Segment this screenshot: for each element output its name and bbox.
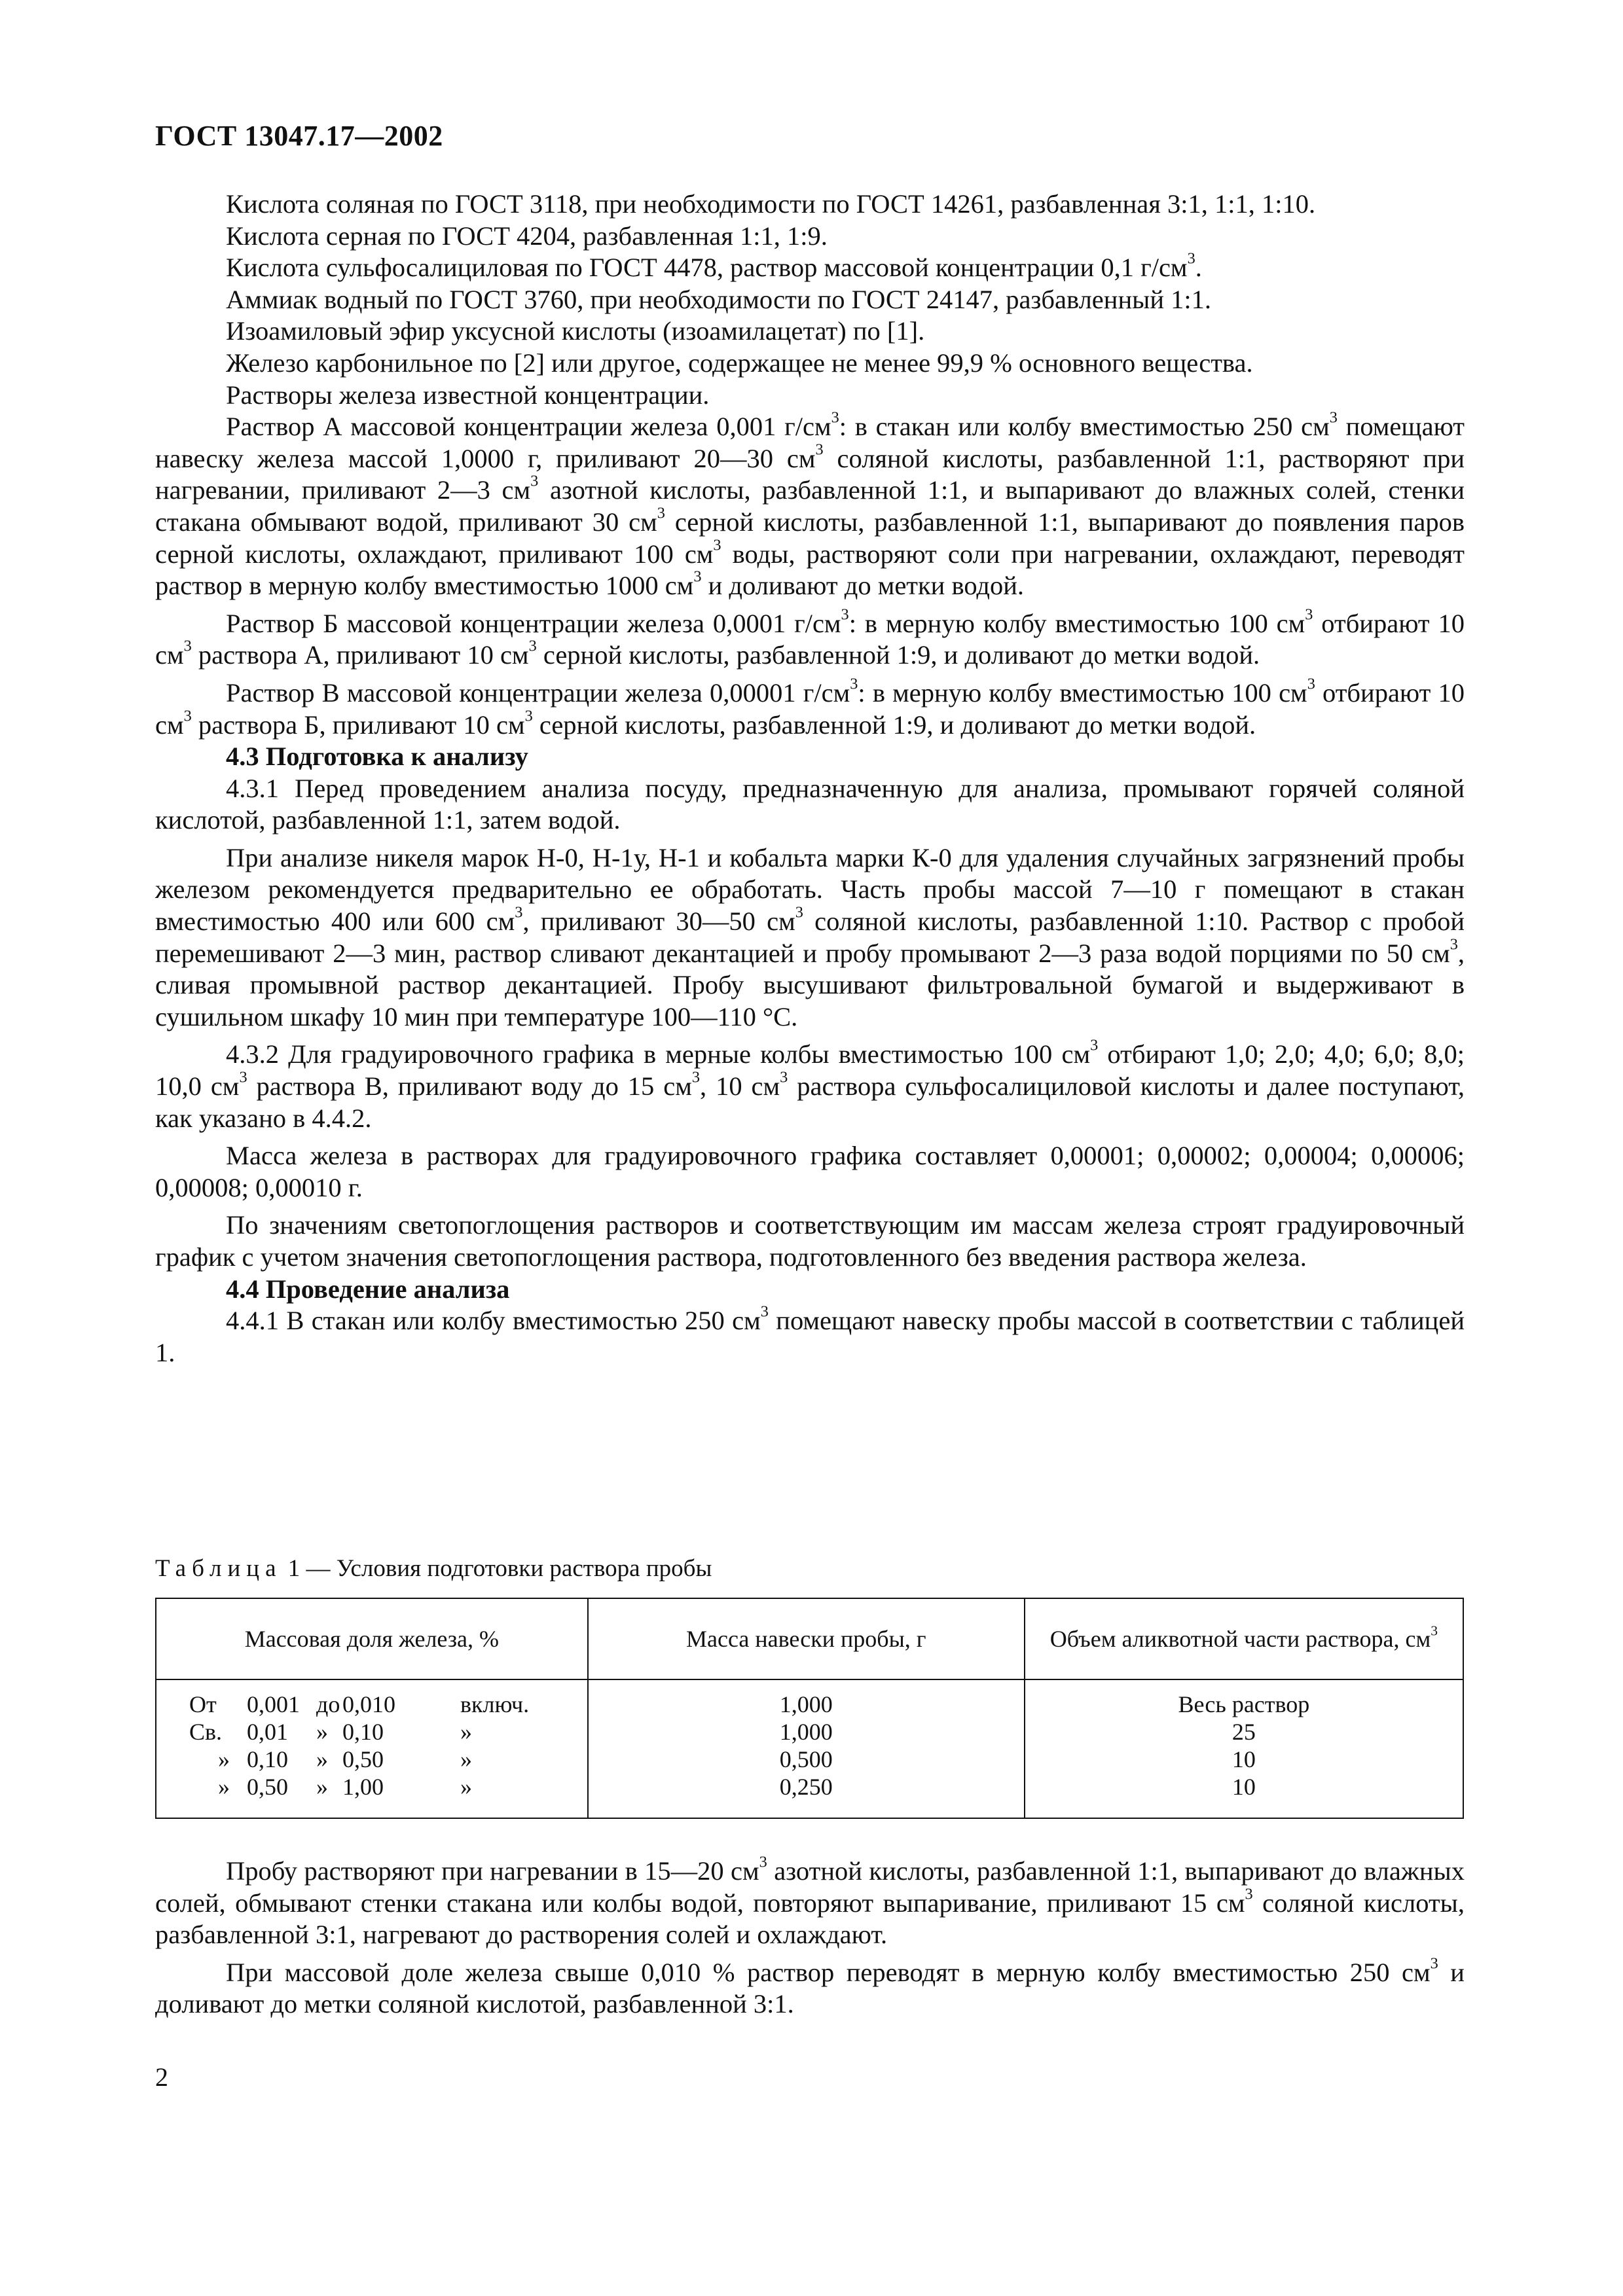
cell-value: 0,250 — [779, 1774, 833, 1800]
reagent-item: Железо карбонильное по [2] или другое, содержащее не менее 99,9 % основного вещества. — [226, 348, 1253, 378]
superscript: 3 — [759, 1853, 767, 1871]
main-text — [155, 188, 1465, 1369]
column-header: Массовая доля железа, % — [156, 1598, 588, 1679]
range-prefix: » — [218, 1746, 230, 1772]
text-run: При массовой доле железа свыше 0,010 % раствор переводят в мерную колбу вместимостью 250 см — [226, 1957, 1431, 1987]
reagent-item: Кислота серная по ГОСТ 4204, разбавленная 1:1, 1:9. — [226, 221, 828, 251]
range-prefix: От — [189, 1691, 217, 1717]
cell-value: 10 — [1231, 1746, 1256, 1772]
superscript: 3 — [657, 504, 665, 522]
superscript: 3 — [1305, 605, 1313, 624]
conditions-table — [155, 1598, 1464, 1819]
text-run: , сливая промывной раствор декантацией. Пробу высушивают фильтровальной бумагой и выдерживают в сушильном шкафу 10 мин при температуре 100—110 °С. — [155, 938, 1465, 1031]
mass-paragraph: Масса железа в растворах для градуировочного графика составляет 0,00001; 0,00002; 0,00004; 0,00006; 0,00008; 0,00010 г. — [155, 1141, 1465, 1202]
after-table-text — [155, 1853, 1465, 2020]
text-run: азотной кислоты, разбавленной 1:1, и выпаривают до влажных солей, стенки стакана обмывают водой, приливают 30 см — [155, 475, 1465, 537]
superscript: 3 — [1090, 1037, 1099, 1054]
superscript: 3 — [850, 675, 858, 693]
text-run: Раствор В массовой концентрации железа 0,00001 г/см — [226, 677, 850, 708]
range-suffix: » — [460, 1746, 472, 1772]
superscript: 3 — [760, 1302, 769, 1321]
cell-value: 10 — [1231, 1774, 1256, 1800]
text-run: помещают навеску пробы массой в соответствии с таблицей 1. — [155, 1306, 1465, 1367]
text-run: , приливают 30—50 см — [522, 906, 795, 937]
superscript: 3 — [1245, 1885, 1253, 1903]
section-heading-4-3: 4.3 Подготовка к анализу — [226, 742, 528, 772]
text-run: : в мерную колбу вместимостью 100 см — [848, 608, 1305, 638]
cell-value: 1,000 — [779, 1719, 833, 1745]
superscript: 3 — [1329, 408, 1338, 427]
superscript: 3 — [1430, 1954, 1438, 1973]
text-run: Кислота сульфосалициловая по ГОСТ 4478, раствор массовой концентрации 0,1 г/см — [226, 253, 1188, 283]
range-from: 0,001 — [247, 1691, 300, 1717]
text-run: раствора сульфосалициловой кислоты и далее поступают, как указано в 4.4.2. — [155, 1071, 1465, 1133]
reagent-item — [155, 249, 1465, 284]
superscript: 3 — [1307, 675, 1315, 693]
text-run: раствора А, приливают 10 см — [191, 640, 529, 670]
text-run: серной кислоты, разбавленной 1:9, и доливают до метки водой. — [536, 640, 1260, 670]
superscript: 3 — [183, 637, 192, 655]
range-suffix: » — [460, 1774, 472, 1800]
superscript: 3 — [831, 408, 839, 427]
superscript: 3 — [815, 440, 824, 459]
range-row — [189, 1691, 587, 1718]
range-row — [189, 1773, 587, 1801]
page-number: 2 — [155, 2062, 168, 2092]
text-run: воды, растворяют соли при нагревании, охлаждают, переводят раствор в мерную колбу вместимостью 1000 см — [155, 539, 1465, 601]
aliquot-volume-cell — [1025, 1679, 1463, 1818]
text-run: соляной кислоты, разбавленной 1:10. Раствор с пробой перемешивают 2—3 мин, раствор сливают декантацией и пробу промывают 2—3 раза водой порциями по 50 см — [155, 906, 1465, 968]
superscript: 3 — [183, 707, 192, 725]
iron-fraction-cell — [156, 1679, 588, 1818]
text-run: раствора В, приливают воду до 15 см — [247, 1071, 692, 1102]
paragraph-4-3-1: 4.3.1 Перед проведением анализа посуду, предназначенную для анализа, промывают горячей соляной кислотой, разбавленной 1:1, затем водой. — [155, 773, 1465, 835]
reagent-item: Кислота соляная по ГОСТ 3118, при необходимости по ГОСТ 14261, разбавленная 3:1, 1:1, 1:10. — [226, 189, 1316, 219]
superscript: 3 — [528, 637, 537, 655]
paragraph-4-4-1 — [155, 1302, 1465, 1369]
sample-mass-cell — [588, 1679, 1025, 1818]
range-suffix: » — [460, 1719, 472, 1745]
text-run: соляной кислоты, разбавленной 3:1, нагревают до растворения солей и охлаждают. — [155, 1888, 1465, 1950]
reagent-item: Изоамиловый эфир уксусной кислоты (изоамилацетат) по [1]. — [226, 316, 925, 346]
range-suffix: включ. — [460, 1691, 530, 1717]
cell-value: 25 — [1231, 1719, 1256, 1745]
table-caption — [155, 1554, 712, 1583]
range-row — [189, 1746, 587, 1773]
text-run: 4.4.1 В стакан или колбу вместимостью 250 см — [226, 1306, 761, 1336]
superscript: 3 — [524, 707, 533, 725]
reagent-item: Растворы железа известной концентрации. — [226, 380, 710, 410]
text-run: Раствор А массовой концентрации железа 0,001 г/см — [226, 412, 831, 442]
text-run: отбирают 1,0; 2,0; 4,0; 6,0; 8,0; 10,0 см — [155, 1039, 1465, 1102]
transfer-paragraph — [155, 1954, 1465, 2020]
column-header — [1025, 1598, 1463, 1679]
text-run: Объем аликвотной части раствора, см — [1049, 1626, 1431, 1652]
cell-value: 1,000 — [779, 1691, 833, 1717]
range-prefix: Св. — [189, 1719, 223, 1745]
solution-a-paragraph — [155, 408, 1465, 602]
text-run: Раствор Б массовой концентрации железа 0,0001 г/см — [226, 608, 841, 638]
superscript: 3 — [691, 1068, 700, 1086]
column-header: Масса навески пробы, г — [588, 1598, 1025, 1679]
superscript: 3 — [841, 605, 849, 624]
range-prefix: » — [218, 1774, 230, 1800]
superscript: 3 — [530, 472, 539, 490]
text-run: : в стакан или колбу вместимостью 250 см — [839, 412, 1330, 442]
section-heading-4-4: 4.4 Проведение анализа — [226, 1274, 510, 1304]
range-to: 0,50 — [342, 1746, 384, 1772]
table-caption-prefix: Таблица — [155, 1555, 282, 1582]
range-to: 0,010 — [342, 1691, 395, 1717]
range-row — [189, 1718, 587, 1746]
superscript: 3 — [693, 567, 702, 586]
solution-b-paragraph — [155, 605, 1465, 672]
text-run: отбирают 10 см — [155, 677, 1465, 740]
text-run: отбирают 10 см — [155, 608, 1465, 670]
paragraph-4-3-2 — [155, 1039, 1465, 1134]
superscript: 3 — [1431, 1623, 1438, 1639]
range-from: 0,10 — [247, 1746, 288, 1772]
text-run: и доливают до метки соляной кислотой, разбавленной 3:1. — [155, 1957, 1465, 2019]
range-mid: » — [316, 1719, 328, 1745]
text-run: 4.3.2 Для градуировочного графика в мерные колбы вместимостью 100 см — [226, 1039, 1091, 1069]
range-to: 0,10 — [342, 1719, 384, 1745]
range-from: 0,50 — [247, 1774, 288, 1800]
superscript: 3 — [1187, 249, 1195, 268]
text-run: серной кислоты, разбавленной 1:1, выпаривают до появления паров серной кислоты, охлаждают, приливают 100 см — [155, 507, 1465, 569]
range-to: 1,00 — [342, 1774, 384, 1800]
table-header-row — [156, 1598, 1463, 1679]
document-header: ГОСТ 13047.17—2002 — [155, 120, 443, 152]
text-run: соляной кислоты, разбавленной 1:1, растворяют при нагревании, приливают 2—3 см — [155, 443, 1465, 505]
text-run: Пробу растворяют при нагревании в 15—20 см — [226, 1856, 759, 1886]
text-run: и доливают до метки водой. — [701, 571, 1025, 601]
superscript: 3 — [713, 536, 721, 554]
range-mid: до — [316, 1691, 340, 1717]
text-run: При анализе никеля марок Н-0, Н-1у, Н-1 и кобальта марки К-0 для удаления случайных загрязнений пробы железом рекомендуется предварительно ее обработать. Часть пробы массой 7—10 г помещают в стакан вместимостью 400 или 600 см — [155, 842, 1465, 937]
cell-value: 0,500 — [779, 1746, 833, 1772]
text-run: азотной кислоты, разбавленной 1:1, выпаривают до влажных солей, обмывают стенки стакана или колбы водой, повторяют выпаривание, приливают 15 см — [155, 1856, 1465, 1918]
superscript: 3 — [795, 903, 803, 922]
text-run: : в мерную колбу вместимостью 100 см — [858, 677, 1307, 708]
superscript: 3 — [1450, 935, 1458, 954]
table-body-row — [156, 1679, 1463, 1818]
superscript: 3 — [515, 903, 523, 922]
text-run: . — [1195, 253, 1202, 283]
nickel-paragraph — [155, 842, 1465, 1033]
range-from: 0,01 — [247, 1719, 288, 1745]
table-caption-text: 1 — Условия подготовки раствора пробы — [282, 1555, 712, 1582]
cell-value: Весь раствор — [1178, 1691, 1310, 1717]
superscript: 3 — [239, 1068, 247, 1086]
dissolve-paragraph — [155, 1853, 1465, 1951]
text-run: серной кислоты, разбавленной 1:9, и доливают до метки водой. — [532, 709, 1256, 740]
superscript: 3 — [780, 1068, 788, 1086]
reagent-item: Аммиак водный по ГОСТ 3760, при необходимости по ГОСТ 24147, разбавленный 1:1. — [226, 284, 1212, 314]
graph-paragraph: По значениям светопоглощения растворов и соответствующим им массам железа строят градуировочный график с учетом значения светопоглощения раствора, подготовленного без введения раствора железа. — [155, 1210, 1465, 1272]
text-run: помещают навеску железа массой 1,0000 г, приливают 20—30 см — [155, 412, 1465, 473]
range-mid: » — [316, 1746, 328, 1772]
range-mid: » — [316, 1774, 328, 1800]
text-run: раствора Б, приливают 10 см — [191, 709, 525, 740]
text-run: , 10 см — [700, 1071, 780, 1102]
solution-v-paragraph — [155, 677, 1465, 741]
